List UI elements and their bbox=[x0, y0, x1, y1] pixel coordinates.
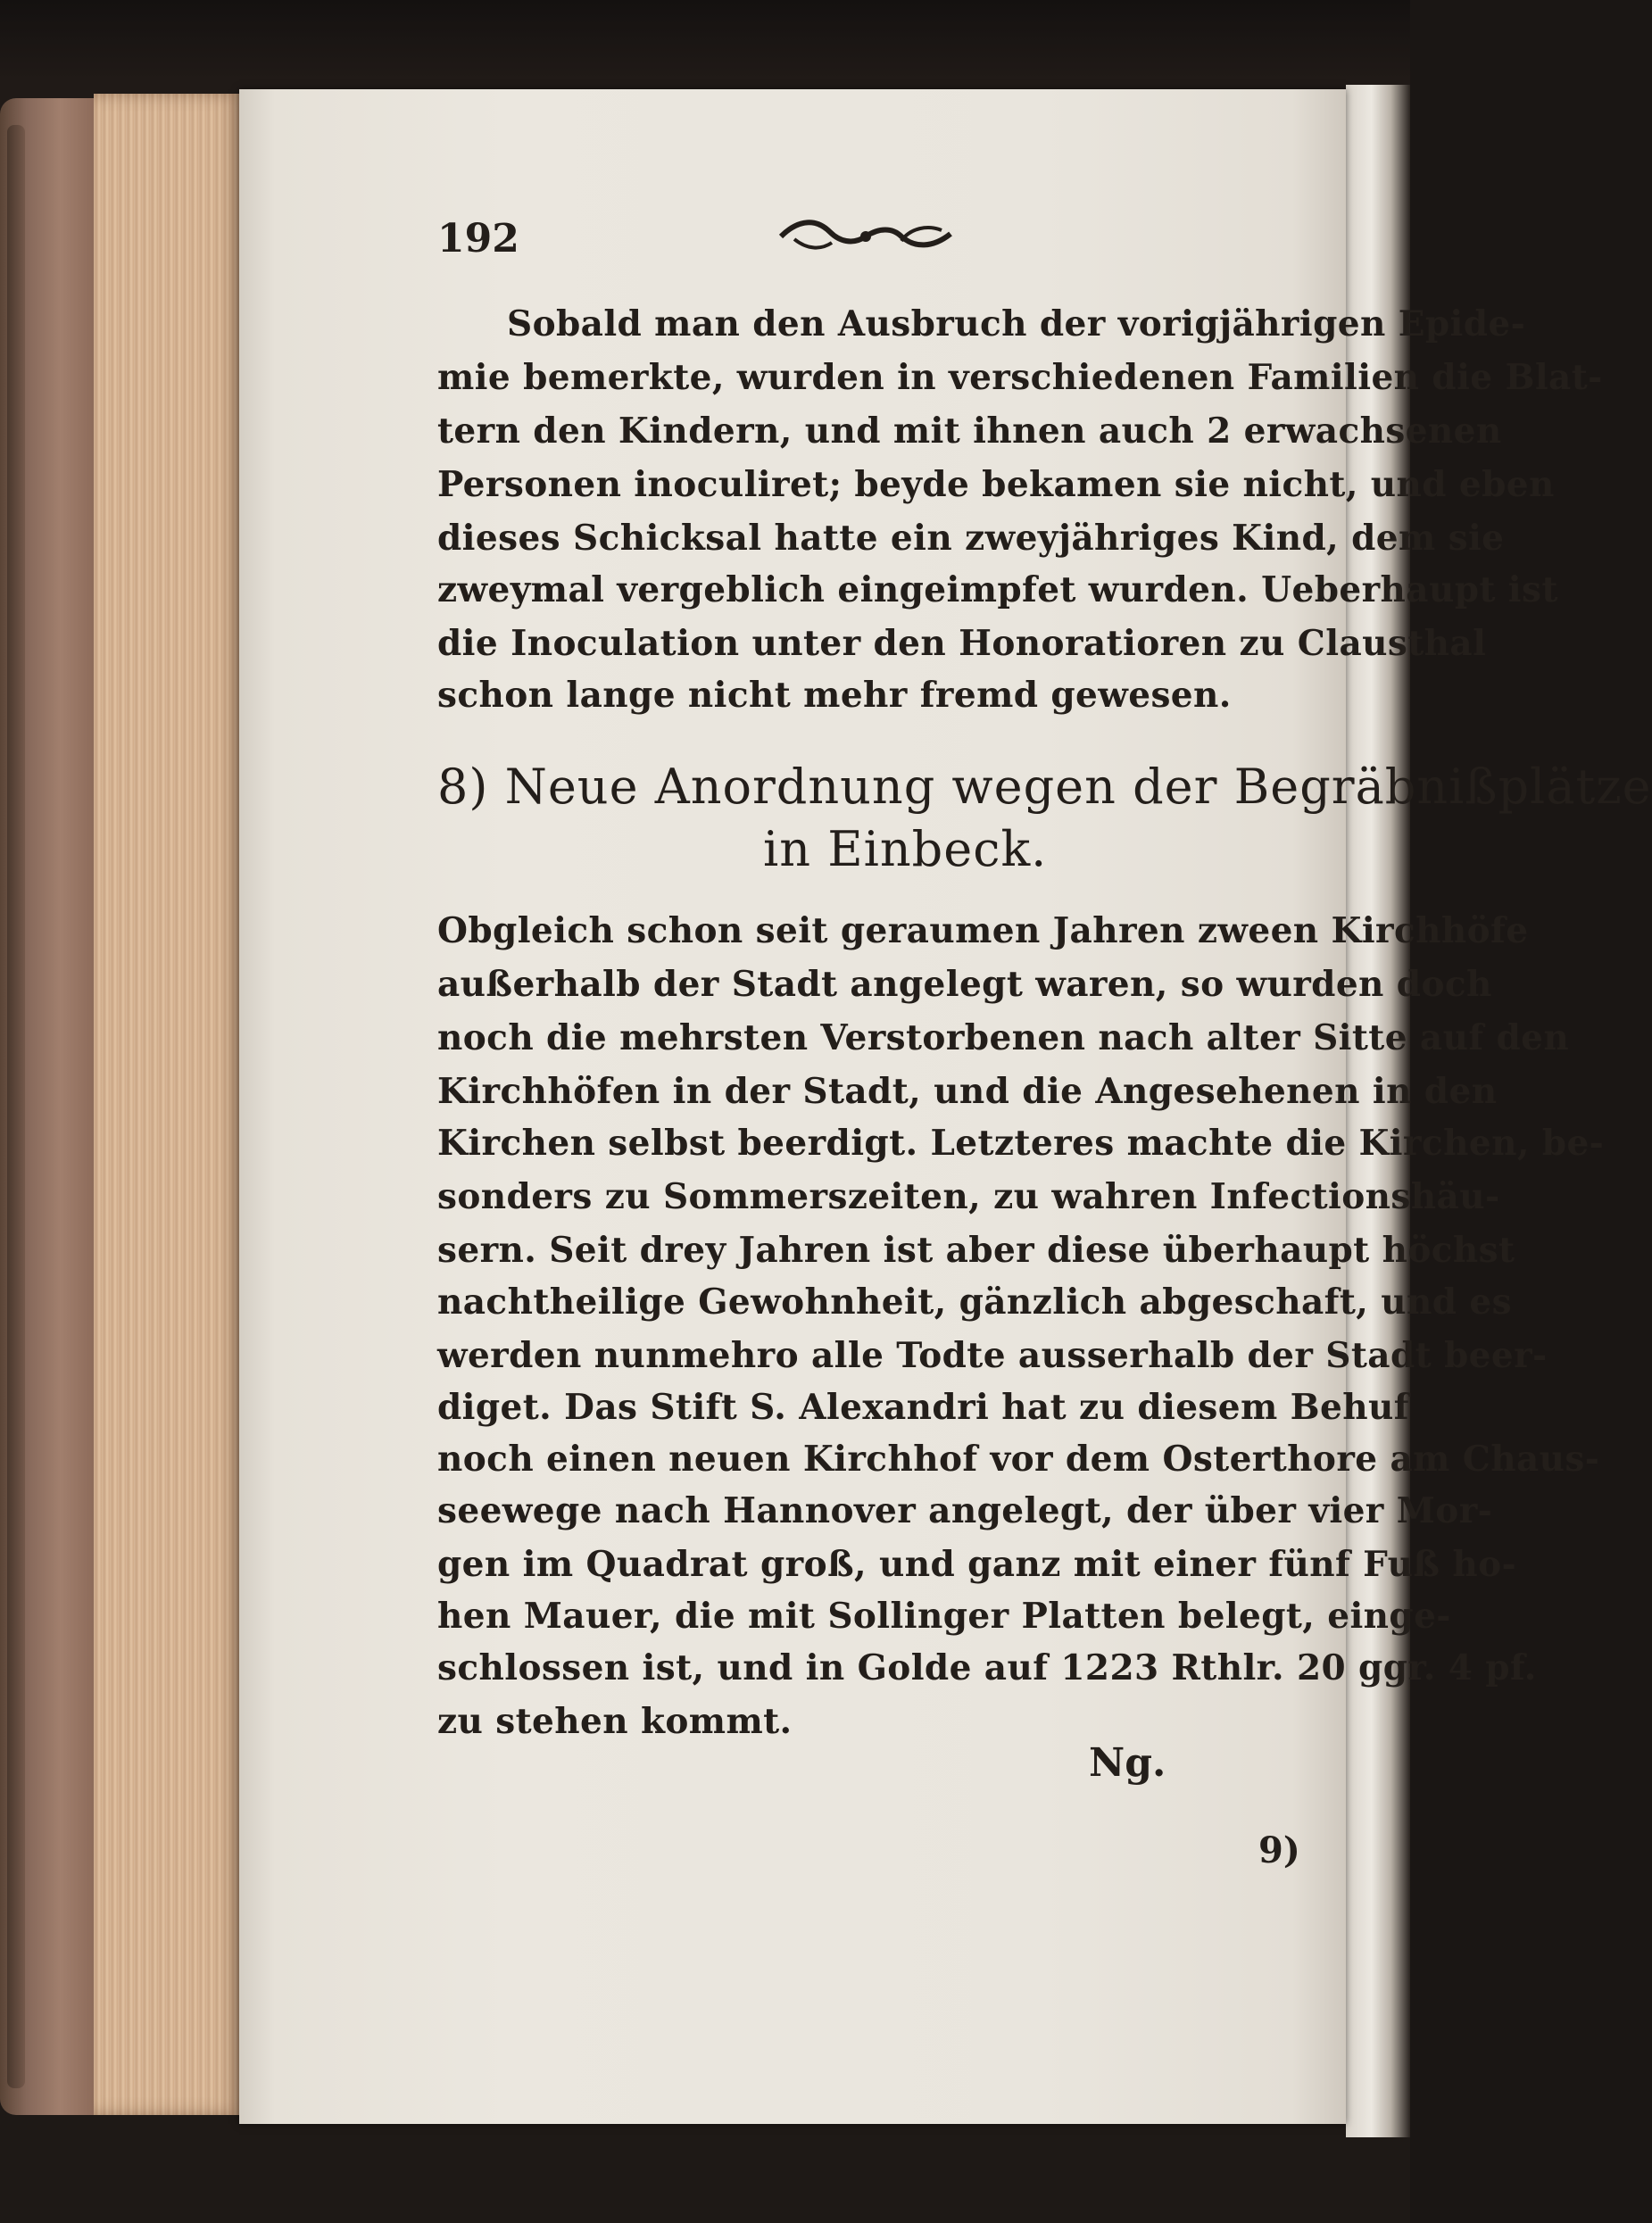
paragraph1-line-2: mie bemerkte, wurden in verschiedenen Familien die Blat- bbox=[437, 357, 1603, 398]
paragraph2-line-9: werden nunmehro alle Todte ausserhalb der Stadt beer- bbox=[437, 1335, 1548, 1376]
paragraph2-line-1: Obgleich schon seit geraumen Jahren zween Kirchhöfe bbox=[437, 910, 1529, 951]
paragraph2-line-13: gen im Quadrat groß, und ganz mit einer fünf Fuß ho- bbox=[437, 1544, 1517, 1585]
paragraph1-line-3: tern den Kindern, und mit ihnen auch 2 erwachsenen bbox=[437, 411, 1502, 452]
paragraph2-line-12: seewege nach Hannover angelegt, der über vier Mor- bbox=[437, 1490, 1493, 1531]
paragraph1-line-8: schon lange nicht mehr fremd gewesen. bbox=[437, 675, 1232, 716]
section-heading-line-2: in Einbeck. bbox=[763, 821, 1048, 877]
ornament-icon bbox=[776, 214, 955, 259]
paragraph1-line-6: zweymal vergeblich eingeimpfet wurden. Ueberhaupt ist bbox=[437, 569, 1558, 610]
paragraph2-line-6: sonders zu Sommerszeiten, zu wahren Infectionshäu- bbox=[437, 1176, 1500, 1217]
spine-edge bbox=[7, 125, 25, 2088]
paragraph1-line-1: Sobald man den Ausbruch der vorigjährigen Epide- bbox=[507, 303, 1526, 344]
section-heading-line-1: 8) Neue Anordnung wegen der Begräbnißplätze bbox=[437, 759, 1652, 815]
paragraph2-line-4: Kirchhöfen in der Stadt, und die Angesehenen in den bbox=[437, 1071, 1498, 1112]
page-edges-block bbox=[94, 94, 241, 2115]
paragraph2-line-5: Kirchen selbst beerdigt. Letzteres machte die Kirchen, be- bbox=[437, 1123, 1605, 1164]
paragraph2-line-15: schlossen ist, und in Golde auf 1223 Rthlr. 20 ggr. 4 pf. bbox=[437, 1647, 1537, 1688]
paragraph2-line-8: nachtheilige Gewohnheit, gänzlich abgeschaft, und es bbox=[437, 1282, 1512, 1323]
paragraph2-line-10: diget. Das Stift S. Alexandri hat zu diesem Behuf bbox=[437, 1387, 1409, 1428]
paragraph1-line-4: Personen inoculiret; beyde bekamen sie nicht, und eben bbox=[437, 464, 1555, 505]
page-number: 192 bbox=[437, 216, 519, 261]
paragraph2-line-11: noch einen neuen Kirchhof vor dem Osterthore am Chaus- bbox=[437, 1439, 1600, 1480]
catchword: 9) bbox=[1258, 1829, 1300, 1871]
paragraph1-line-5: dieses Schicksal hatte ein zweyjähriges Kind, dem sie bbox=[437, 518, 1505, 559]
paragraph2-line-16: zu stehen kommt. bbox=[437, 1701, 793, 1742]
paragraph2-line-3: noch die mehrsten Verstorbenen nach alter Sitte auf den bbox=[437, 1017, 1570, 1058]
author-signature: Ng. bbox=[1089, 1740, 1166, 1786]
paragraph1-line-7: die Inoculation unter den Honoratioren zu Clausthal bbox=[437, 623, 1487, 664]
paragraph2-line-14: hen Mauer, die mit Sollinger Platten belegt, einge- bbox=[437, 1596, 1451, 1637]
paragraph2-line-7: sern. Seit drey Jahren ist aber diese überhaupt höchst bbox=[437, 1230, 1515, 1271]
paragraph2-line-2: außerhalb der Stadt angelegt waren, so wurden doch bbox=[437, 964, 1492, 1005]
